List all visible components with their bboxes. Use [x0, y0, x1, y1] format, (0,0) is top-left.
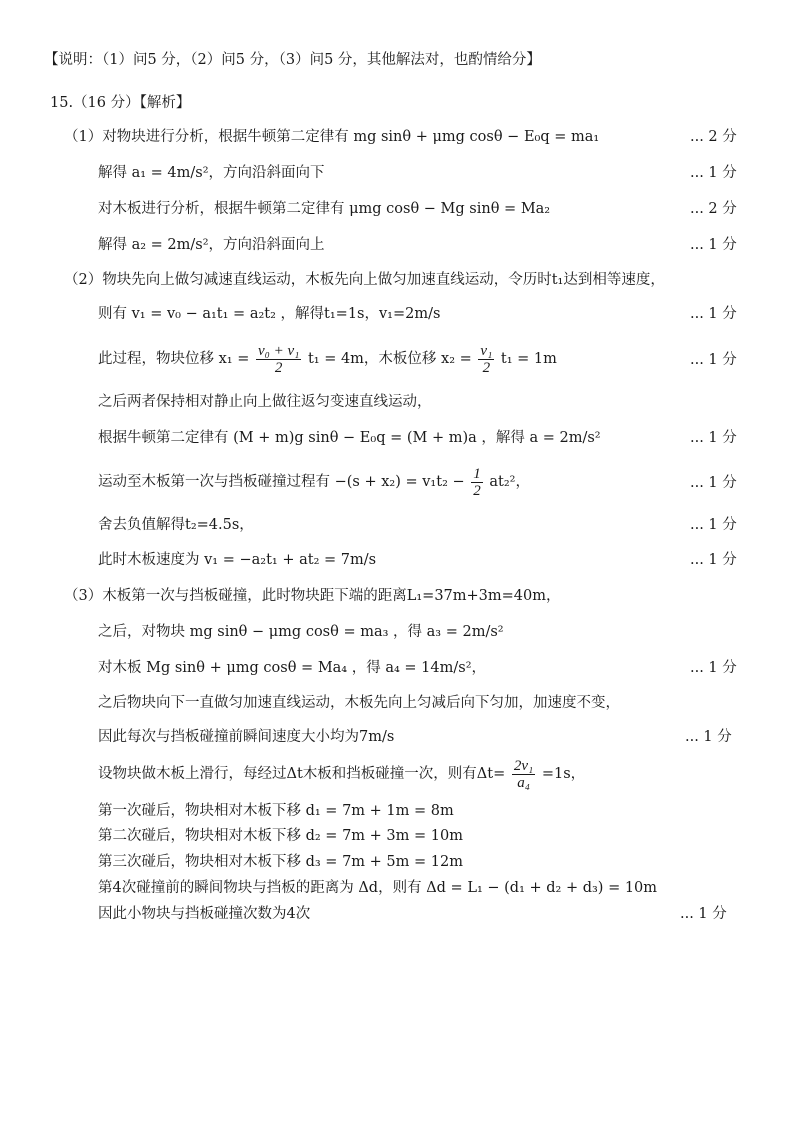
- score-mark: ... 2 分: [690, 129, 737, 145]
- solution-line: 之后物块向下一直做匀加速直线运动，木板先向上匀减后向下匀加，加速度不变，: [98, 695, 620, 711]
- solution-line: 则有 v₁ = v₀ − a₁t₁ = a₂t₂ ，解得t₁=1s，v₁=2m/s: [98, 306, 441, 322]
- fraction: [478, 343, 494, 376]
- solution-line: 第4次碰撞前的瞬间物块与挡板的距离为 Δd，则有 Δd = L₁ − (d₁ + d₂ + d₃) = 10m: [98, 880, 658, 896]
- denominator: 2: [473, 482, 481, 499]
- solution-line: 根据牛顿第二定律有 (M + m)g sinθ − E₀q = (M + m)a ，解得 a = 2m/s²: [98, 430, 601, 446]
- score-mark: ... 1 分: [690, 430, 737, 446]
- score-mark: ... 1 分: [690, 660, 737, 676]
- solution-line: 对木板进行分析，根据牛顿第二定律有 μmg cosθ − Mg sinθ = Ma₂: [98, 201, 551, 217]
- solution-line-with-fraction: [98, 340, 557, 378]
- fraction: [256, 343, 301, 376]
- text-segment: t₁ = 1m: [500, 351, 557, 367]
- score-mark: ... 1 分: [690, 517, 737, 533]
- solution-line: 此时木板速度为 v₁ = −a₂t₁ + at₂ = 7m/s: [98, 552, 377, 568]
- fraction: [471, 466, 483, 499]
- text-segment: t₁ = 4m，木板位移 x₂ =: [307, 351, 472, 367]
- score-mark: ... 1 分: [690, 475, 737, 491]
- numerator: 1: [473, 465, 481, 482]
- solution-line: 因此每次与挡板碰撞前瞬间速度大小均为7m/s: [98, 729, 395, 745]
- score-mark: ... 1 分: [690, 552, 737, 568]
- solution-line: 之后，对物块 mg sinθ − μmg cosθ = ma₃ ，得 a₃ = 2m/s²: [98, 624, 504, 640]
- score-mark: ... 1 分: [690, 306, 737, 322]
- denominator: a₄: [517, 774, 530, 791]
- score-mark: ... 2 分: [690, 201, 737, 217]
- score-mark: ... 1 分: [690, 237, 737, 253]
- denominator: 2: [274, 359, 283, 376]
- solution-line: 第二次碰后，物块相对木板下移 d₂ = 7m + 3m = 10m: [98, 828, 463, 844]
- solution-line: 第一次碰后，物块相对木板下移 d₁ = 7m + 1m = 8m: [98, 803, 454, 819]
- numerator: v₁: [480, 342, 493, 359]
- text-segment: =1s，: [541, 766, 586, 782]
- fraction: [512, 758, 535, 791]
- text-segment: 运动至木板第一次与挡板碰撞过程有 −(s + x₂) = v₁t₂ −: [98, 474, 465, 490]
- solution-line: 之后两者保持相对静止向上做往返匀变速直线运动，: [98, 394, 432, 410]
- text-segment: 设物块做木板上滑行，每经过Δt木板和挡板碰撞一次，则有Δt=: [98, 766, 506, 782]
- solution-line-with-fraction: [98, 755, 585, 793]
- solution-line: 对木板 Mg sinθ + μmg cosθ = Ma₄ ，得 a₄ = 14m/s²，: [98, 660, 487, 676]
- solution-line: 第三次碰后，物块相对木板下移 d₃ = 7m + 5m = 12m: [98, 854, 463, 870]
- solution-line-with-fraction: [98, 463, 530, 501]
- solution-line: （3）木板第一次与挡板碰撞，此时物块距下端的距离L₁=37m+3m=40m，: [64, 588, 561, 604]
- score-mark: ... 1 分: [680, 906, 727, 922]
- text-segment: 此过程，物块位移 x₁ =: [98, 351, 250, 367]
- solution-line: 解得 a₂ = 2m/s²，方向沿斜面向上: [98, 237, 325, 253]
- solution-line: （1）对物块进行分析，根据牛顿第二定律有 mg sinθ + μmg cosθ − E₀q = ma₁: [64, 129, 600, 145]
- scoring-note: 【说明：（1）问5 分，（2）问5 分，（3）问5 分，其他解法对，也酌情给分】: [44, 52, 541, 68]
- numerator: v₀ + v₁: [257, 342, 300, 359]
- text-segment: at₂²，: [489, 474, 530, 490]
- denominator: 2: [482, 359, 491, 376]
- score-mark: ... 1 分: [690, 352, 737, 368]
- solution-line: 因此小物块与挡板碰撞次数为4次: [98, 906, 311, 922]
- problem-header: 15.（16 分）【解析】: [50, 95, 191, 111]
- solution-line: （2）物块先向上做匀减速直线运动，木板先向上做匀加速直线运动，令历时t₁达到相等速度，: [64, 272, 665, 288]
- numerator: 2v₁: [513, 757, 534, 774]
- solution-line: 解得 a₁ = 4m/s²，方向沿斜面向下: [98, 165, 325, 181]
- score-mark: ... 1 分: [685, 729, 732, 745]
- score-mark: ... 1 分: [690, 165, 737, 181]
- solution-line: 舍去负值解得t₂=4.5s，: [98, 517, 254, 533]
